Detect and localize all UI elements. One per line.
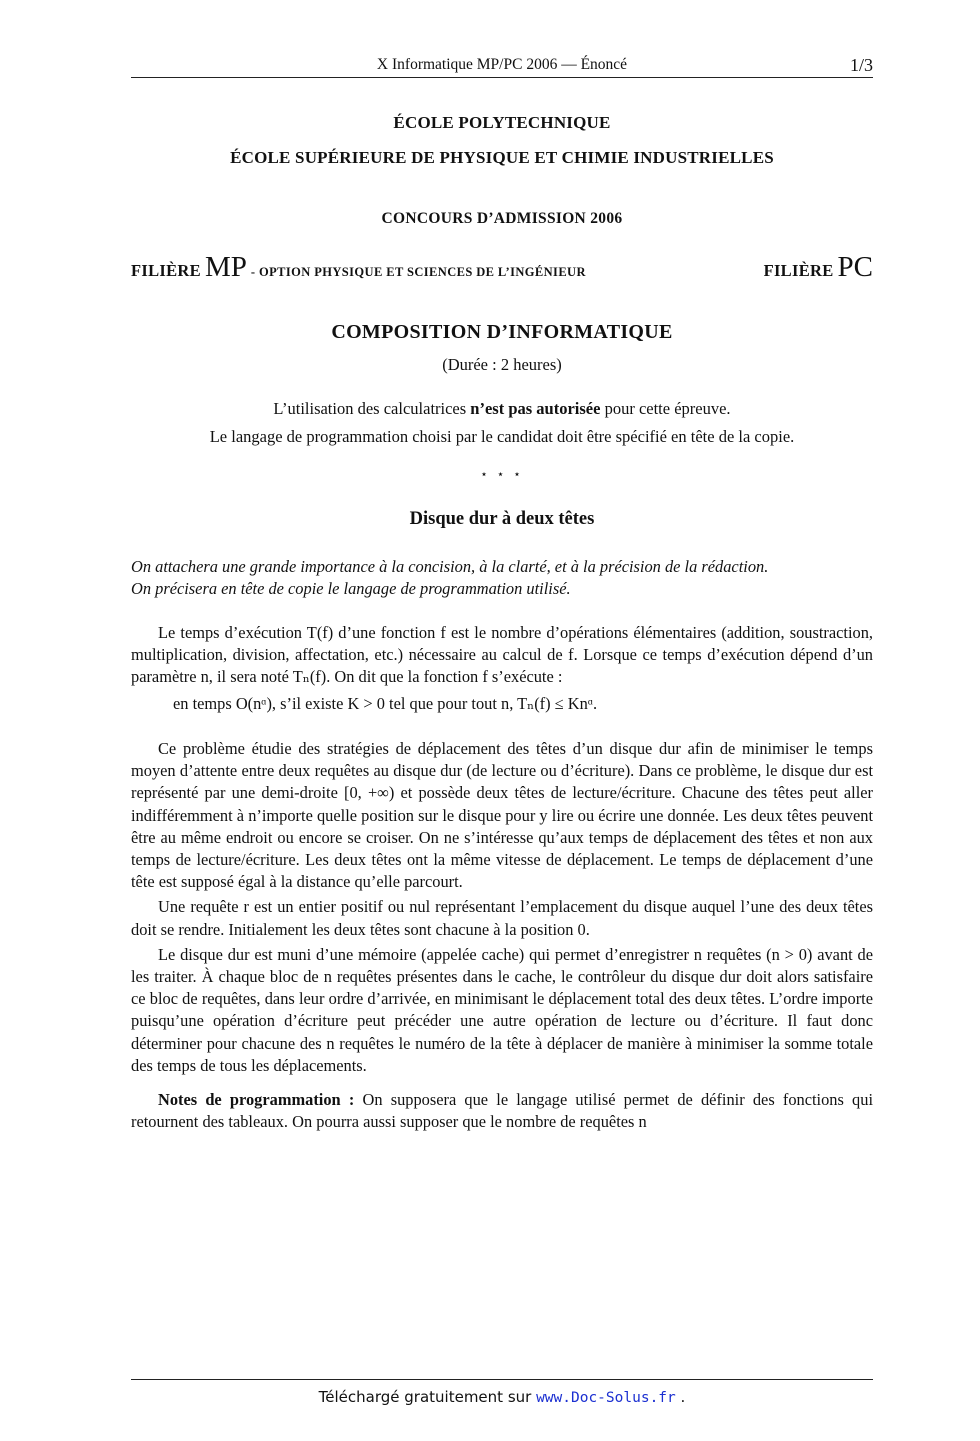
filiere-pc-prefix: FILIÈRE [763, 261, 834, 280]
duration: (Durée : 2 heures) [442, 355, 562, 374]
complexity-definition: en temps O(nᵅ), s’il existe K > 0 tel que pour tout n, Tₙ(f) ≤ Knᵅ. [173, 693, 598, 713]
concours-heading: CONCOURS D’ADMISSION 2006 [381, 210, 623, 227]
footer-end: . [675, 1388, 686, 1406]
footer-link[interactable]: www.Doc-Solus.fr [536, 1390, 676, 1406]
calculator-rule-bold: n’est pas autorisée [470, 399, 601, 418]
filiere-mp-prefix: FILIÈRE [131, 261, 201, 280]
notes-text: On supposera que le langage utilisé permet de définir des fonctions qui retournent des tableaux. On pourra aussi supposer que le nombre de requêtes n [131, 1090, 873, 1132]
footer-rule [131, 1379, 873, 1380]
filiere-mp-option: - OPTION PHYSIQUE ET SCIENCES DE L’INGÉNIEUR [250, 265, 586, 279]
document-page [131, 0, 873, 1441]
calculator-rule [131, 399, 873, 419]
running-header [131, 56, 873, 78]
separator-stars: ⋆ ⋆ ⋆ [480, 467, 524, 481]
filiere-line [131, 250, 873, 284]
header-title: X Informatique MP/PC 2006 — Énoncé [376, 56, 628, 73]
paragraph-complexity-text: Le temps d’exécution T(f) d’une fonction f est le nombre d’opérations élémentaires (addition, soustraction, multiplication, division, affectation, etc.) nécessaire au calcul de f. Lorsque ce temps d’exécution dépend d’un paramètre n, il sera noté Tₙ(f). On dit que la fonction f s’exécute : [131, 623, 873, 687]
paragraph-request: Une requête r est un entier positif ou nul représentant l’emplacement du disque auquel l’une des deux têtes doit se rendre. Initialement les deux têtes sont chacune à la position 0. [131, 897, 873, 939]
paragraph-cache: Le disque dur est muni d’une mémoire (appelée cache) qui permet d’enregistrer n requêtes (n > 0) avant de les traiter. À chaque bloc de n requêtes présentes dans le cache, le contrôleur du disque dur doit alors satisfaire ce bloc de requêtes, dans leur ordre d’arrivée, en minimisant le déplacement total des deux têtes. L’ordre importe puisqu’une opération d’écriture peut précéder une autre opération de lecture ou d’écriture. Il faut donc déterminer pour chacune des n requêtes le numéro de la tête à déplacer de manière à minimiser la somme totale des temps de tous les déplacements. [131, 944, 873, 1075]
paragraph-notes [131, 1089, 873, 1133]
paragraph-problem-text: Ce problème étudie des stratégies de déplacement des têtes d’un disque dur afin de minimiser le temps moyen d’attente entre deux requêtes au disque dur (de lecture ou d’écriture). Dans ce problème, le disque dur est représenté par une demi-droite [0, +∞) et possède deux têtes de lecture/écriture. Chacune des têtes peut aller indifféremment à n’importe quelle position sur le disque pour y lire ou écrire une donnée. Les deux têtes peuvent être au même endroit ou encore se croiser. On ne s’intéresse qu’aux temps de déplacement des têtes et non aux temps de lecture/écriture. Les deux têtes ont la même vitesse de déplacement. Le temps de déplacement d’une tête est supposé égal à la distance qu’elle parcourt. [131, 739, 873, 892]
filiere-mp-code: MP [204, 251, 247, 283]
school-name-1: ÉCOLE POLYTECHNIQUE [393, 113, 611, 132]
header-rule [131, 77, 873, 78]
language-rule: Le langage de programmation choisi par le candidat doit être spécifié en tête de la copie. [209, 427, 795, 446]
school-name-2: ÉCOLE SUPÉRIEURE DE PHYSIQUE ET CHIMIE INDUSTRIELLES [230, 148, 774, 167]
composition-heading: COMPOSITION D’INFORMATIQUE [331, 321, 673, 343]
problem-title: Disque dur à deux têtes [409, 509, 595, 529]
calculator-rule-c: pour cette épreuve. [600, 399, 731, 418]
page-number: 1/3 [849, 55, 873, 75]
filiere-pc-code: PC [837, 251, 873, 283]
intro-text [131, 556, 873, 600]
intro-line-2: On précisera en tête de copie le langage de programmation utilisé. [131, 579, 571, 599]
calculator-rule-a: L’utilisation des calculatrices [273, 399, 471, 418]
footer-text: Téléchargé gratuitement sur [318, 1388, 537, 1406]
filiere-mp [131, 251, 586, 284]
footer [131, 1388, 873, 1406]
filiere-pc [764, 251, 873, 284]
intro-line-1: On attachera une grande importance à la concision, à la clarté, et à la précision de la rédaction. [131, 557, 769, 576]
paragraph-complexity [131, 622, 873, 715]
notes-label: Notes de programmation : [158, 1090, 355, 1110]
paragraph-problem [131, 738, 873, 1133]
